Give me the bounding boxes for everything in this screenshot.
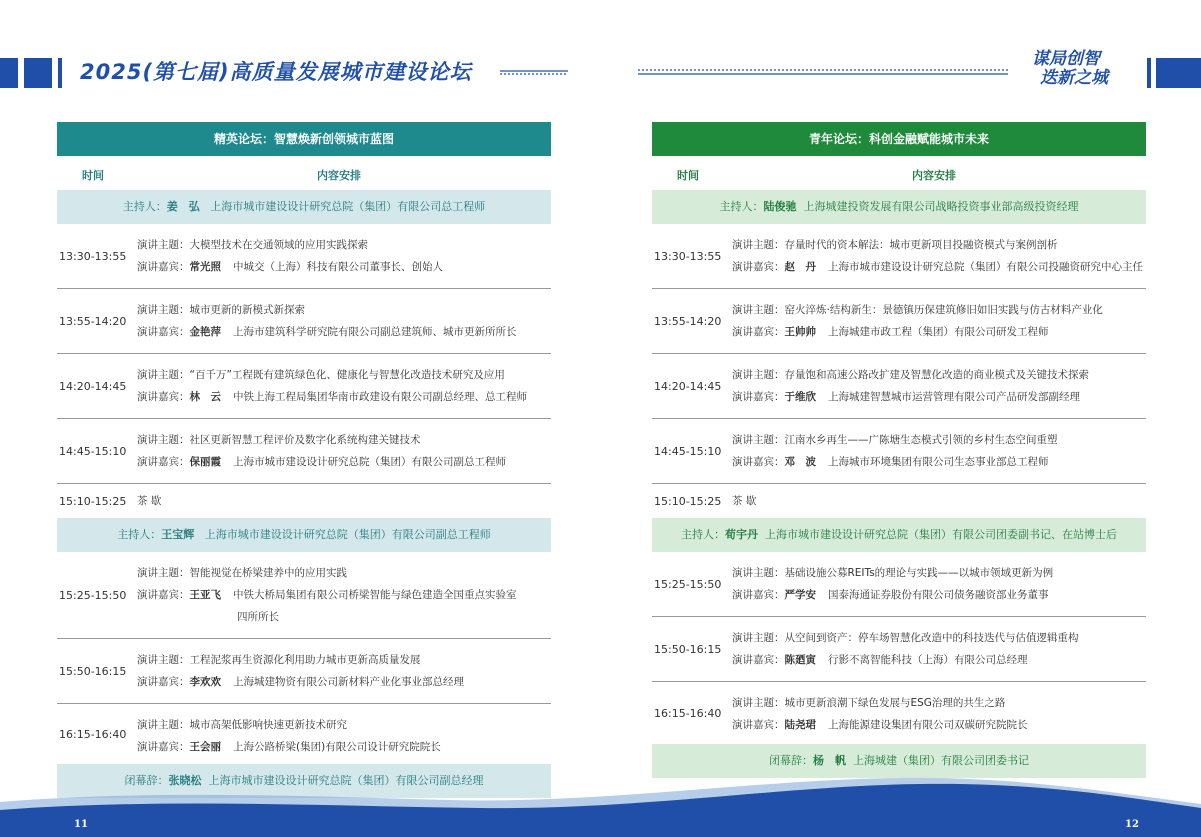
closing-band: 闭幕辞：杨 帆 上海城建（集团）有限公司团委书记 — [652, 744, 1146, 778]
schedule-row: 13:30-13:55 演讲主题：存量时代的资本解法：城市更新项目投融资模式与案例剖析 演讲嘉宾：赵 丹 上海市城市建设设计研究总院（集团）有限公司投融资研究中心主任 — [652, 224, 1146, 289]
topic: 存量饱和高速公路改扩建及智慧化改造的商业模式及关键技术探索 — [784, 369, 1089, 381]
schedule-row: 15:25-15:50 演讲主题：智能视觉在桥梁建养中的应用实践 演讲嘉宾：王亚飞 中铁大桥局集团有限公司桥梁智能与绿色建造全国重点实验室 四所所长 — [57, 552, 551, 639]
header-left-bar — [58, 58, 62, 88]
time: 15:25-15:50 — [654, 577, 722, 591]
speaker-name: 王会丽 — [189, 741, 221, 753]
page-number-right: 12 — [1125, 819, 1139, 830]
closing-name: 杨 帆 — [813, 754, 846, 767]
speaker-org: 上海城建智慧城市运营管理有限公司产品研发部副经理 — [828, 391, 1080, 403]
schedule-row: 13:55-14:20 演讲主题：窑火淬炼·结构新生：景德镇历保建筑修旧如旧实践与仿古材料产业化 演讲嘉宾：王帅帅 上海城建市政工程（集团）有限公司研发工程师 — [652, 289, 1146, 354]
schedule-row: 16:15-16:40 演讲主题：城市高架低影响快速更新技术研究 演讲嘉宾：王会丽 上海公路桥梁(集团)有限公司设计研究院院长 — [57, 704, 551, 764]
speaker-org: 上海城建市政工程（集团）有限公司研发工程师 — [828, 326, 1049, 338]
header-right-rule — [638, 68, 1010, 76]
time: 15:10-15:25 — [654, 494, 722, 508]
time: 16:15-16:40 — [59, 727, 127, 741]
slogan-line-1: 谋局创智 — [1032, 49, 1100, 69]
page-title: 2025(第七届)高质量发展城市建设论坛 — [80, 60, 472, 84]
time: 15:50-16:15 — [654, 642, 722, 656]
col-time: 时间 — [82, 169, 104, 182]
closing-band: 闭幕辞：张晓松 上海市城市建设设计研究总院（集团）有限公司副总经理 — [57, 764, 551, 798]
header-left-block — [0, 58, 18, 88]
tea-break-row — [57, 484, 551, 518]
host-band: 主持人：王宝辉 上海市城市建设设计研究总院（集团）有限公司副总工程师 — [57, 518, 551, 552]
time: 15:50-16:15 — [59, 664, 127, 678]
speaker-org: 上海城建物资有限公司新材料产业化事业部总经理 — [233, 676, 464, 688]
speaker-name: 常光照 — [189, 261, 221, 273]
time: 14:45-15:10 — [654, 444, 722, 458]
slogan-line-2: 迭新之城 — [1040, 68, 1108, 88]
speaker-name: 陆尧珺 — [784, 719, 816, 731]
speaker-name: 赵 丹 — [784, 261, 816, 273]
speaker-name: 王帅帅 — [784, 326, 816, 338]
speaker-name: 金艳萍 — [189, 326, 221, 338]
schedule-row: 13:55-14:20 演讲主题：城市更新的新模式新探索 演讲嘉宾：金艳萍 上海市建筑科学研究院有限公司副总建筑师、城市更新所所长 — [57, 289, 551, 354]
speaker-org: 上海能源建设集团有限公司双碳研究院院长 — [828, 719, 1028, 731]
tea-break: 茶 歇 — [732, 495, 757, 507]
speaker-org: 上海市建筑科学研究院有限公司副总建筑师、城市更新所所长 — [233, 326, 517, 338]
speaker-name: 李欢欢 — [189, 676, 221, 688]
speaker-org: 行影不离智能科技（上海）有限公司总经理 — [828, 654, 1028, 666]
col-content: 内容安排 — [912, 169, 956, 182]
column-header — [57, 156, 551, 190]
speaker-name: 保丽霞 — [189, 456, 221, 468]
host-band: 主持人：姜 弘 上海市城市建设设计研究总院（集团）有限公司总工程师 — [57, 190, 551, 224]
host-name: 陆俊驰 — [763, 200, 797, 213]
speaker-name: 林 云 — [189, 391, 221, 403]
host-name: 荀宇丹 — [725, 528, 758, 541]
host-band: 主持人：荀宇丹 上海市城市建设设计研究总院（集团）有限公司团委副书记、在站博士后 — [652, 518, 1146, 552]
speaker-name: 王亚飞 — [189, 589, 221, 601]
host-name: 王宝辉 — [161, 528, 195, 541]
time: 14:20-14:45 — [654, 379, 722, 393]
topic: “百千万”工程既有建筑绿色化、健康化与智慧化改造技术研究及应用 — [189, 369, 505, 381]
closing-name: 张晓松 — [168, 774, 202, 787]
slogan — [1026, 50, 1138, 88]
speaker-name: 陈廼寅 — [784, 654, 816, 666]
topic: 城市更新的新模式新探索 — [189, 304, 305, 316]
time: 14:20-14:45 — [59, 379, 127, 393]
speaker-org: 上海公路桥梁(集团)有限公司设计研究院院长 — [233, 741, 441, 753]
tea-break: 茶 歇 — [137, 495, 162, 507]
speaker-org: 上海市城市建设设计研究总院（集团）有限公司投融资研究中心主任 — [828, 261, 1143, 273]
schedule-row: 13:30-13:55 演讲主题：大模型技术在交通领域的应用实践探索 演讲嘉宾：常光照 中城交（上海）科技有限公司董事长、创始人 — [57, 224, 551, 289]
elite-forum-panel — [57, 122, 551, 798]
time: 15:25-15:50 — [59, 588, 127, 602]
header-left-block-2 — [24, 58, 52, 88]
topic: 存量时代的资本解法：城市更新项目投融资模式与案例剖析 — [784, 239, 1058, 251]
schedule-row: 14:20-14:45 演讲主题：“百千万”工程既有建筑绿色化、健康化与智慧化改造技术研究及应用 演讲嘉宾：林 云 中铁上海工程局集团华南市政建设有限公司副总经理、总工程师 — [57, 354, 551, 419]
schedule-row: 15:50-16:15 演讲主题：工程泥浆再生资源化利用助力城市更新高质量发展 演讲嘉宾：李欢欢 上海城建物资有限公司新材料产业化事业部总经理 — [57, 639, 551, 704]
time: 15:10-15:25 — [59, 494, 127, 508]
speaker-name: 邓 波 — [784, 456, 816, 468]
speaker-org: 上海城市环境集团有限公司生态事业部总工程师 — [828, 456, 1049, 468]
topic: 从空间到资产：停车场智慧化改造中的科技迭代与估值逻辑重构 — [784, 632, 1079, 644]
schedule-row: 14:20-14:45 演讲主题：存量饱和高速公路改扩建及智慧化改造的商业模式及关键技术探索 演讲嘉宾：于维欣 上海城建智慧城市运营管理有限公司产品研发部副经理 — [652, 354, 1146, 419]
youth-forum-panel — [652, 122, 1146, 778]
topic: 社区更新智慧工程评价及数字化系统构建关键技术 — [189, 434, 421, 446]
page-number-left: 11 — [74, 819, 88, 830]
header-left-rule — [500, 70, 570, 76]
speaker-name: 于维欣 — [784, 391, 816, 403]
topic: 城市更新浪潮下绿色发展与ESG治理的共生之路 — [784, 697, 1006, 709]
speaker-org: 中铁上海工程局集团华南市政建设有限公司副总经理、总工程师 — [233, 391, 527, 403]
schedule-row: 14:45-15:10 演讲主题：江南水乡再生——广陈塘生态模式引领的乡村生态空间重塑 演讲嘉宾：邓 波 上海城市环境集团有限公司生态事业部总工程师 — [652, 419, 1146, 484]
schedule-row: 14:45-15:10 演讲主题：社区更新智慧工程评价及数字化系统构建关键技术 演讲嘉宾：保丽霞 上海市城市建设设计研究总院（集团）有限公司副总工程师 — [57, 419, 551, 484]
time: 13:30-13:55 — [654, 249, 722, 263]
topic: 工程泥浆再生资源化利用助力城市更新高质量发展 — [189, 654, 421, 666]
time: 13:55-14:20 — [654, 314, 722, 328]
speaker-org-cont: 四所所长 — [237, 611, 279, 623]
speaker-name: 严学安 — [784, 589, 816, 601]
header-right-bar — [1147, 58, 1151, 88]
speaker-org: 中城交（上海）科技有限公司董事长、创始人 — [233, 261, 443, 273]
topic: 江南水乡再生——广陈塘生态模式引领的乡村生态空间重塑 — [784, 434, 1058, 446]
header-right-block — [1156, 58, 1201, 88]
schedule-row: 15:50-16:15 演讲主题：从空间到资产：停车场智慧化改造中的科技迭代与估值逻辑重构 演讲嘉宾：陈廼寅 行影不离智能科技（上海）有限公司总经理 — [652, 617, 1146, 682]
topic: 大模型技术在交通领域的应用实践探索 — [189, 239, 368, 251]
host-band: 主持人：陆俊驰 上海城建投资发展有限公司战略投资事业部高级投资经理 — [652, 190, 1146, 224]
topic: 窑火淬炼·结构新生：景德镇历保建筑修旧如旧实践与仿古材料产业化 — [784, 304, 1103, 316]
tea-break-row — [652, 484, 1146, 518]
col-content: 内容安排 — [317, 169, 361, 182]
col-time: 时间 — [677, 169, 699, 182]
time: 14:45-15:10 — [59, 444, 127, 458]
time: 13:55-14:20 — [59, 314, 127, 328]
topic: 基础设施公募REITs的理论与实践——以城市领域更新为例 — [784, 567, 1054, 579]
topic: 城市高架低影响快速更新技术研究 — [189, 719, 347, 731]
footer-wave — [0, 760, 1201, 837]
host-name: 姜 弘 — [166, 200, 200, 213]
speaker-org: 上海市城市建设设计研究总院（集团）有限公司副总工程师 — [233, 456, 506, 468]
schedule-row: 15:25-15:50 演讲主题：基础设施公募REITs的理论与实践——以城市领域更新为例 演讲嘉宾：严学安 国泰海通证券股份有限公司债务融资部业务董事 — [652, 552, 1146, 617]
speaker-org: 中铁大桥局集团有限公司桥梁智能与绿色建造全国重点实验室 — [233, 589, 517, 601]
time: 13:30-13:55 — [59, 249, 127, 263]
topic: 智能视觉在桥梁建养中的应用实践 — [189, 567, 347, 579]
panel-title: 精英论坛：智慧焕新创领城市蓝图 — [57, 122, 551, 156]
column-header — [652, 156, 1146, 190]
time: 16:15-16:40 — [654, 706, 722, 720]
panel-title: 青年论坛：科创金融赋能城市未来 — [652, 122, 1146, 156]
speaker-org: 国泰海通证券股份有限公司债务融资部业务董事 — [828, 589, 1049, 601]
schedule-row: 16:15-16:40 演讲主题：城市更新浪潮下绿色发展与ESG治理的共生之路 演讲嘉宾：陆尧珺 上海能源建设集团有限公司双碳研究院院长 — [652, 682, 1146, 744]
